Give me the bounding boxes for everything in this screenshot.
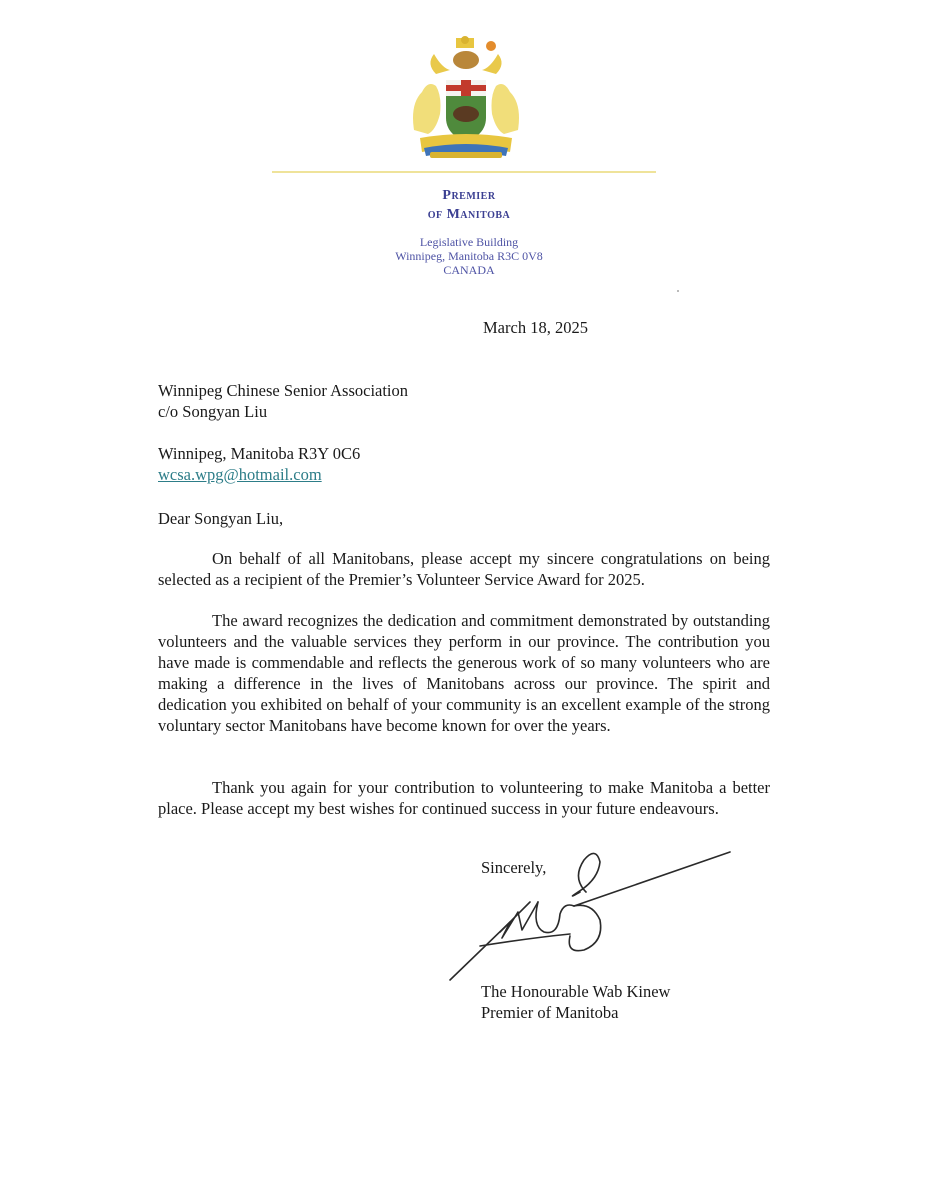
scan-speck xyxy=(677,290,679,292)
recipient-city-line: Winnipeg, Manitoba R3Y 0C6 xyxy=(158,444,361,463)
signer-block xyxy=(481,981,670,1023)
closing: Sincerely, xyxy=(481,858,547,877)
letterhead-title-line2: of Manitoba xyxy=(427,207,511,222)
body-paragraph-2: The award recognizes the dedication and commitment demonstrated by outstanding volunteers and the valuable services they perform in our province. The contribution you have made is commendable and reflects the generous work of so many volunteers who are making a difference in the lives of Manitobans across our province. The spirit and dedication you exhibited on behalf of your community is an excellent example of the strong voluntary sector Manitobans have become known for over the years. xyxy=(158,611,770,735)
signer-name: The Honourable Wab Kinew xyxy=(481,982,671,1001)
recipient-email-link[interactable]: wcsa.wpg@hotmail.com xyxy=(158,465,322,484)
handwritten-signature xyxy=(440,842,740,984)
recipient-organization: Winnipeg Chinese Senior Association xyxy=(158,381,409,400)
address-line-1: Legislative Building xyxy=(419,235,519,249)
signer-title: Premier of Manitoba xyxy=(481,1003,619,1022)
recipient-address xyxy=(158,443,360,485)
recipient-block xyxy=(158,380,408,422)
body-paragraph-1: On behalf of all Manitobans, please accept my sincere congratulations on being selected as a recipient of the Premier’s Volunteer Service Award for 2025. xyxy=(158,549,770,589)
letterhead-address xyxy=(0,235,938,277)
recipient-care-of: c/o Songyan Liu xyxy=(158,402,268,421)
coat-of-arms-icon xyxy=(406,34,526,160)
salutation: Dear Songyan Liu, xyxy=(158,509,284,528)
body-paragraph-3: Thank you again for your contribution to volunteering to make Manitoba a better place. Please accept my best wishes for continued success in your future endeavours. xyxy=(158,778,770,818)
letter-date: March 18, 2025 xyxy=(483,318,588,337)
letterhead-title-line1: Premier xyxy=(442,188,496,203)
letterhead-title xyxy=(0,186,938,224)
letterhead-rule xyxy=(272,171,656,173)
address-line-3: CANADA xyxy=(443,263,495,277)
address-line-2: Winnipeg, Manitoba R3C 0V8 xyxy=(395,249,543,263)
